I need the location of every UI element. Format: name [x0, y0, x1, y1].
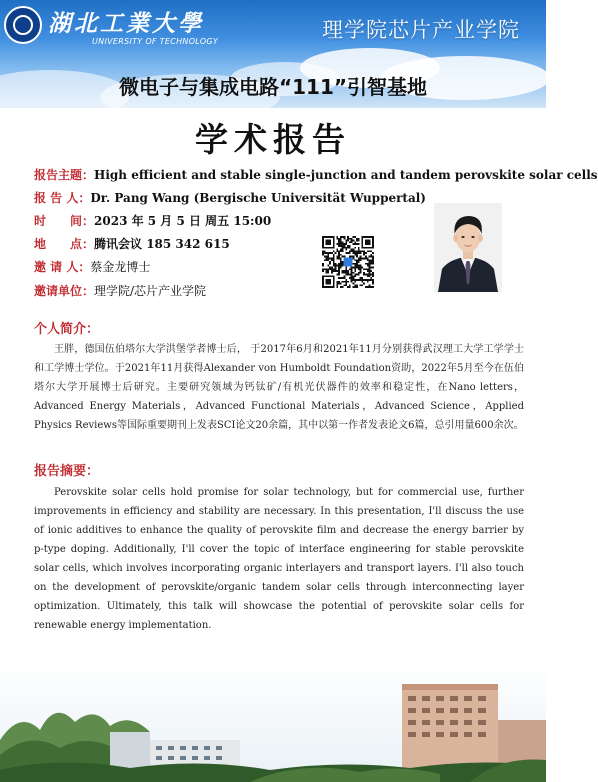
base-name: 微电子与集成电路“111”引智基地 — [118, 75, 428, 99]
campus-scenery-illustration — [0, 660, 546, 782]
university-subtitle: UNIVERSITY OF TECHNOLOGY — [92, 37, 219, 46]
info-unit — [34, 283, 206, 299]
info-inviter — [34, 259, 150, 275]
time-label: 时 间： — [34, 214, 95, 228]
unit-value: 理学院/芯片产业学院 — [94, 284, 207, 298]
college-name: 理学院芯片产业学院 — [322, 18, 520, 42]
abstract-text: Perovskite solar cells hold promise for solar technology, but for commercial use, further improvements in efficiency and stability are necessary. In this presentation, I'll discuss the use of ionic additives to enhance the quality of perovskite film and decrease the energy barrier by p-type doping. Additionally, I'll cover the topic of interface engineering for stable perovskite solar cells, which involves incorporating organic interlayers and transport layers. I'll also touch on the development of perovskite/organic tandem solar cells through interconnecting layer optimization. Ultimately, this talk will showcase the potential of perovskite solar cells for renewable energy implementation. — [34, 487, 524, 631]
place-label: 地 点： — [34, 237, 95, 251]
meeting-qr-code-icon — [322, 236, 374, 288]
place-value: 腾讯会议 185 342 615 — [94, 237, 230, 251]
speaker-photo — [434, 203, 502, 292]
info-topic — [34, 167, 598, 183]
report-title: 学术报告 — [195, 120, 351, 159]
speaker-value: Dr. Pang Wang (Bergische Universität Wuppertal) — [90, 191, 426, 205]
topic-value: High efficient and stable single-junction and tandem perovskite solar cells — [94, 168, 598, 182]
inviter-label: 邀 请 人： — [34, 260, 91, 274]
university-logo-icon — [4, 6, 42, 44]
unit-label: 邀请单位： — [34, 284, 95, 298]
inviter-value: 蔡金龙博士 — [90, 260, 151, 274]
abstract-heading: 报告摘要： — [34, 464, 100, 479]
university-name: 湖北工業大學 — [48, 10, 204, 37]
info-place — [34, 236, 230, 252]
topic-label: 报告主题： — [34, 168, 95, 182]
info-time — [34, 213, 271, 229]
bio-text: 王胖，德国伍伯塔尔大学洪堡学者博士后， 于2017年6月和2021年11月分别获得武汉理工大学工学学士和工学博士学位。于2021年11月获得Alexander von Humboldt Foundation资助，2022年5月至今在伍伯塔尔大学开展博士后研究。主要研究领域为钙钛矿/有机光伏器件的效率和稳定性，在Nano letters， Advanced Energy Materials，Advanced Functional Materials，Advanced Science，Applied Physics Reviews等国际重要期刊上发表SCI论文20余篇，其中以第一作者发表论文6篇，总引用量600余次。 — [34, 344, 524, 431]
info-speaker — [34, 190, 426, 206]
speaker-label: 报 告 人： — [34, 191, 91, 205]
bio-heading: 个人简介： — [34, 322, 100, 337]
header-banner — [0, 0, 546, 108]
time-value: 2023 年 5 月 5 日 周五 15:00 — [94, 214, 272, 228]
